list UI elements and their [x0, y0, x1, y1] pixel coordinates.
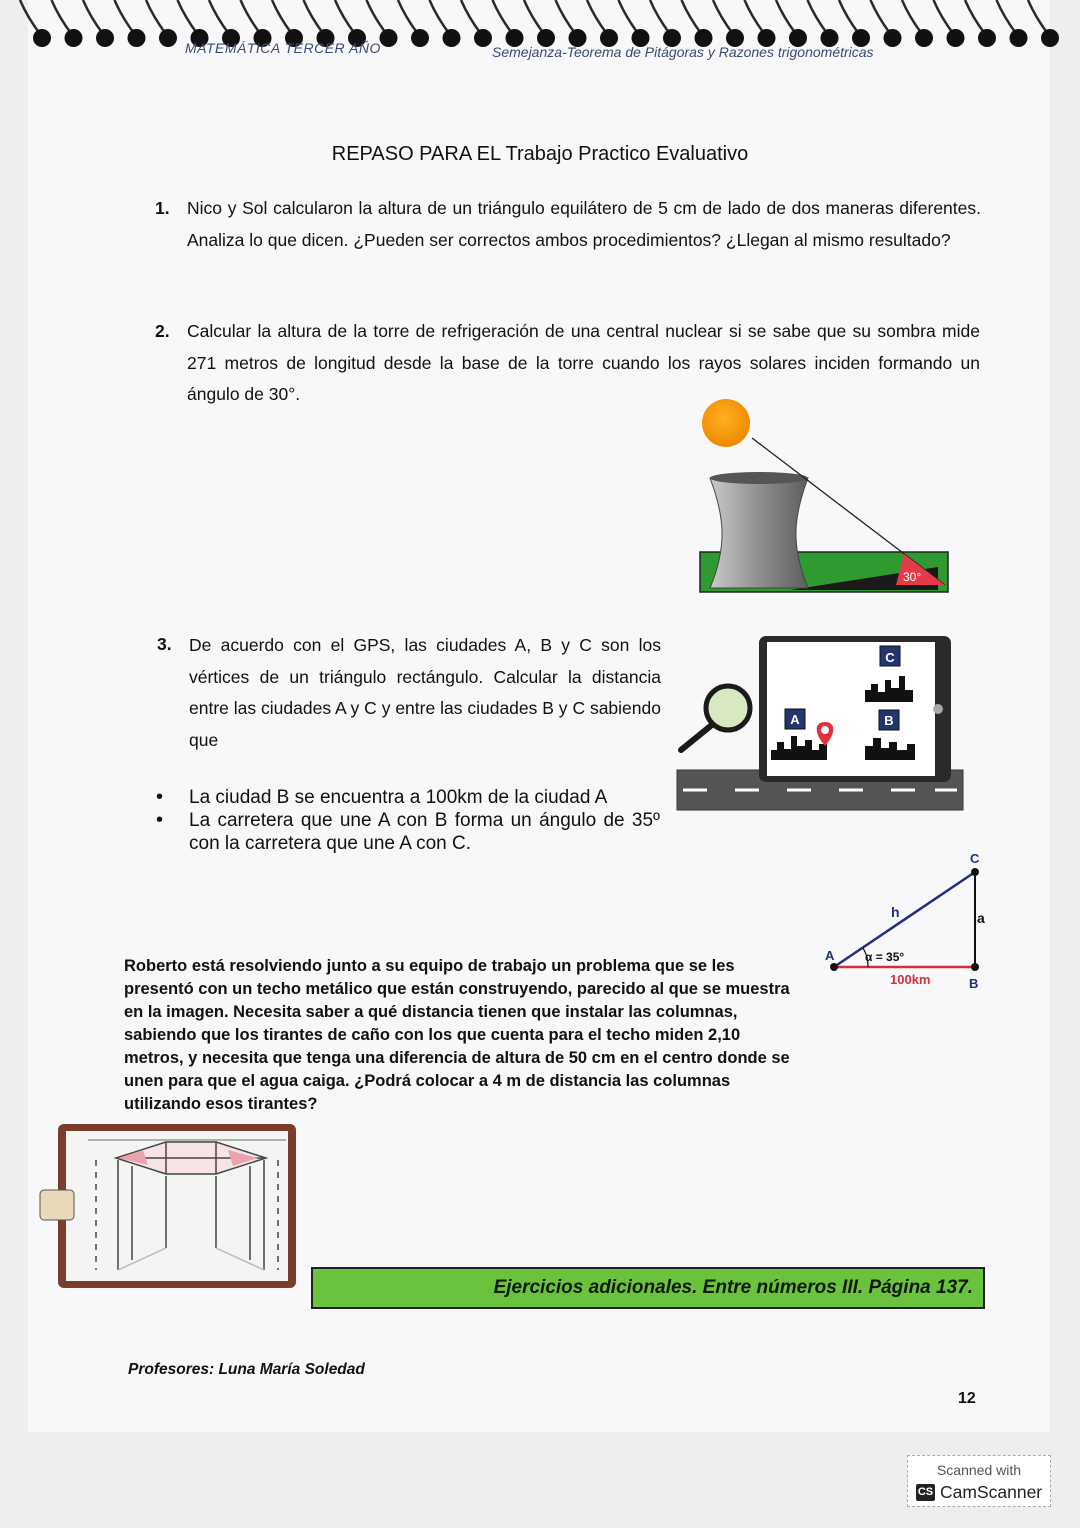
spiral-coil — [997, 0, 1017, 34]
spiral-hole — [474, 29, 492, 47]
spiral-coil — [83, 0, 103, 34]
spiral-coil — [335, 0, 355, 34]
spiral-coil — [493, 0, 513, 34]
spiral-hole — [411, 29, 429, 47]
vertex-a-label: A — [825, 948, 835, 963]
tablet-button — [933, 704, 943, 714]
roberto-line: presentó con un techo metálico que están construyendo, parecido al que se muestra — [124, 980, 790, 998]
spiral-coil — [745, 0, 765, 34]
vertex-b-label: B — [969, 976, 979, 991]
hypotenuse-label: h — [891, 904, 900, 920]
spiral-coil — [965, 0, 985, 34]
city-b-label: B — [884, 713, 894, 728]
spiral-coil — [839, 0, 859, 34]
spiral-coil — [619, 0, 639, 34]
page-title: REPASO PARA EL Trabajo Practico Evaluativo — [331, 143, 749, 165]
question-3-text: De acuerdo con el GPS, las ciudades A, B y C son los vértices de un triángulo rectángulo. Calcular la distancia entre las ciudades A y C y entre las ciudades B y C sabiendo que — [189, 635, 661, 750]
spiral-coil — [20, 0, 40, 34]
city-a-label: A — [790, 712, 800, 727]
spiral-coil — [430, 0, 450, 34]
vertex-a-point — [830, 963, 838, 971]
spiral-coil — [808, 0, 828, 34]
spiral-coil — [115, 0, 135, 34]
roberto-line: metros, y necesita que tenga una diferencia de altura de 50 cm en el centro donde se — [124, 1049, 790, 1067]
angle-label: α = 35° — [865, 950, 905, 964]
magnifier-handle — [681, 724, 713, 750]
camscanner-brand: CamScanner — [940, 1482, 1043, 1502]
header-subject: MATEMÁTICA TERCER AÑO — [185, 40, 381, 56]
spiral-hole — [380, 29, 398, 47]
question-3-number: 3. — [157, 634, 172, 654]
base-label: 100km — [890, 972, 931, 987]
question-1-number: 1. — [155, 198, 170, 218]
page-number: 12 — [958, 1390, 976, 1407]
hypotenuse — [834, 872, 975, 967]
spiral-coil — [367, 0, 387, 34]
spiral-hole — [128, 29, 146, 47]
condition-2: • La carretera que une A con B forma un ángulo de 35º con la carretera que une A con C. — [160, 809, 660, 855]
cooling-tower — [710, 474, 808, 588]
spiral-hole — [1010, 29, 1028, 47]
header-topic: Semejanza-Teorema de Pitágoras y Razones trigonométricas — [492, 44, 874, 60]
spiral-coil — [776, 0, 796, 34]
question-2-number: 2. — [155, 321, 170, 341]
spiral-hole — [915, 29, 933, 47]
question-1-text: Nico y Sol calcularon la altura de un triángulo equilátero de 5 cm de lado de dos maneras diferentes. Analiza lo que dicen. ¿Pueden ser correctos ambos procedimientos? ¿Llegan al mismo resultado? — [187, 198, 981, 250]
spiral-coil — [209, 0, 229, 34]
spiral-coil — [178, 0, 198, 34]
spiral-coil — [461, 0, 481, 34]
camscanner-watermark — [907, 1455, 1051, 1507]
spiral-coil — [146, 0, 166, 34]
roberto-line: unen para que el agua caiga. ¿Podrá colocar a 4 m de distancia las columnas — [124, 1072, 731, 1090]
spiral-coil — [682, 0, 702, 34]
spiral-coil — [1028, 0, 1048, 34]
extra-exercises-text: Ejercicios adicionales. Entre números III. Página 137. — [493, 1277, 973, 1298]
vertex-c-point — [971, 868, 979, 876]
spiral-hole — [1041, 29, 1059, 47]
roof-structure-image — [38, 1120, 300, 1292]
sun-icon — [702, 399, 750, 447]
spiral-coil — [871, 0, 891, 34]
vertex-c-label: C — [970, 851, 980, 866]
right-triangle-figure — [820, 845, 1000, 995]
roberto-line: Roberto está resolviendo junto a su equipo de trabajo un problema que se les — [124, 957, 735, 975]
spiral-coil — [241, 0, 261, 34]
condition-1: • La ciudad B se encuentra a 100km de la ciudad A — [160, 786, 660, 809]
spiral-hole — [65, 29, 83, 47]
spiral-coil — [902, 0, 922, 34]
spiral-hole — [947, 29, 965, 47]
spiral-coil — [304, 0, 324, 34]
question-3-conditions — [160, 786, 660, 855]
spiral-hole — [33, 29, 51, 47]
cooling-tower-figure — [690, 395, 960, 600]
camscanner-logo-icon: CS — [916, 1484, 935, 1501]
side-a-label: a — [977, 910, 985, 926]
spiral-hole — [978, 29, 996, 47]
spiral-coil — [934, 0, 954, 34]
tower-top — [710, 472, 808, 484]
roberto-line: en la imagen. Necesita saber a qué distancia tienen que instalar las columnas, — [124, 1003, 738, 1021]
magnifier-icon — [706, 686, 750, 730]
vertex-b-point — [971, 963, 979, 971]
clip-icon — [40, 1190, 74, 1220]
spiral-hole — [159, 29, 177, 47]
spiral-coil — [398, 0, 418, 34]
gps-figure — [675, 632, 967, 814]
scanned-with-text: Scanned with — [936, 1462, 1022, 1478]
teacher-name: Profesores: Luna María Soledad — [128, 1361, 365, 1378]
extra-exercises-banner — [311, 1267, 985, 1309]
spiral-coil — [650, 0, 670, 34]
spiral-coil — [52, 0, 72, 34]
roberto-line: sabiendo que los tirantes de caño con los que cuenta para el techo miden 2,10 — [124, 1026, 741, 1044]
spiral-coil — [587, 0, 607, 34]
spiral-coil — [713, 0, 733, 34]
spiral-hole — [96, 29, 114, 47]
city-c-label: C — [885, 650, 895, 665]
question-2-text: Calcular la altura de la torre de refrigeración de una central nuclear si se sabe que su sombra mide 271 metros de longitud desde la base de la torre cuando los rayos solares inciden formando un ángulo de 30°. — [187, 321, 980, 404]
spiral-coil — [524, 0, 544, 34]
spiral-hole — [884, 29, 902, 47]
roberto-problem — [124, 955, 814, 1116]
spiral-coil — [556, 0, 576, 34]
spiral-hole — [443, 29, 461, 47]
angle-label: 30° — [903, 570, 922, 584]
spiral-coil — [272, 0, 292, 34]
roberto-line: utilizando esos tirantes? — [124, 1095, 318, 1113]
